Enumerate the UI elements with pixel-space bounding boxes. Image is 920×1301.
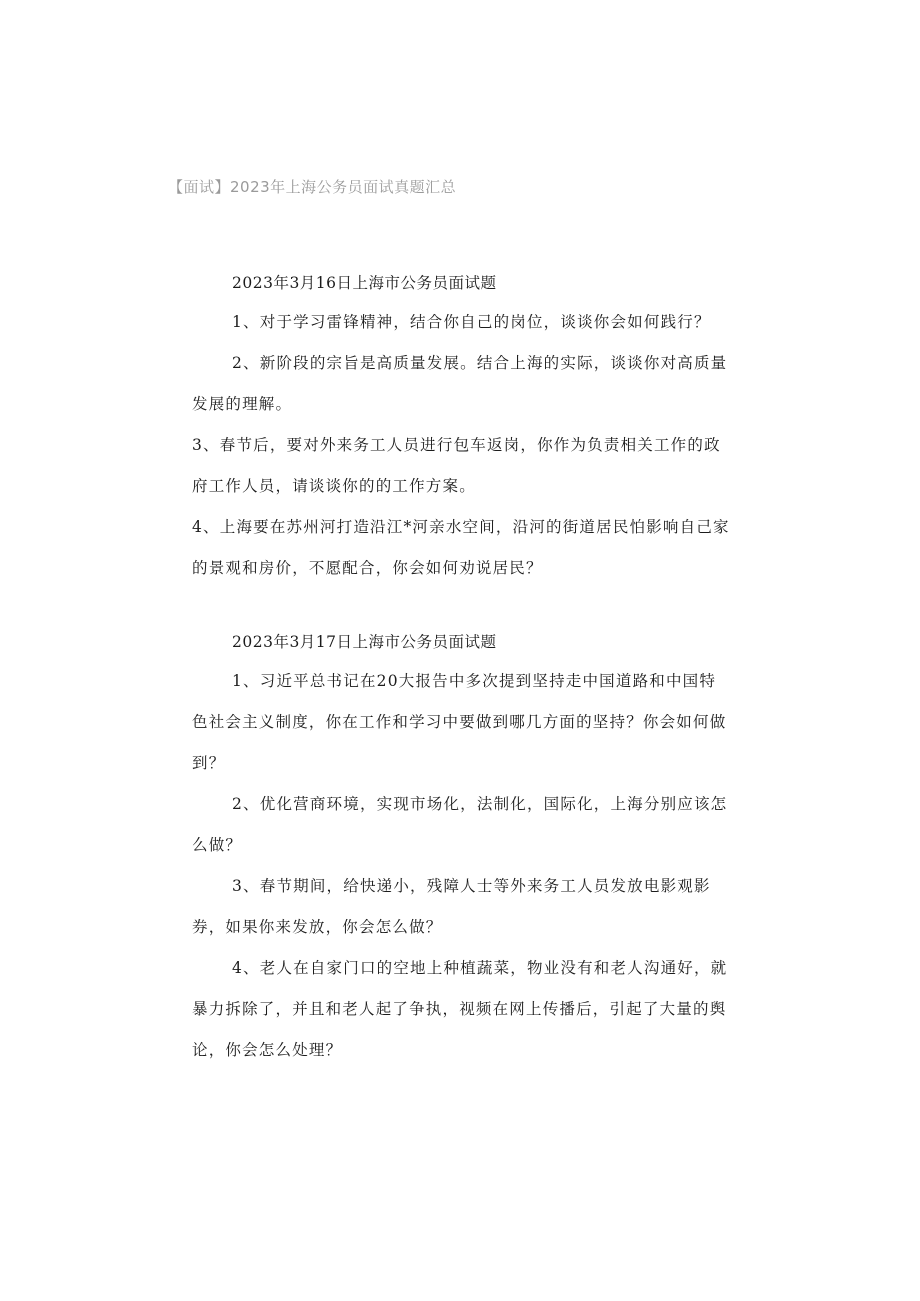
question-mar16-1: 1、对于学习雷锋精神，结合你自己的岗位，谈谈你会如何践行？ [232, 313, 711, 331]
question-mar17-4: 4、老人在自家门口的空地上种植蔬菜，物业没有和老人沟通好，就暴力拆除了，并且和老人起了争执，视频在网上传播后，引起了大量的舆论，你会怎么处理？ [192, 959, 728, 1059]
section-heading-mar16: 2023年3月16日上海市公务员面试题 [232, 274, 497, 292]
question-mar16-4: 4、上海要在苏州河打造沿江*河亲水空间，沿河的街道居民怕影响自己家的景观和房价，不愿配合，你会如何劝说居民？ [192, 518, 730, 577]
question-mar16-3: 3、春节后，要对外来务工人员进行包车返岗，你作为负责相关工作的政府工作人员，请谈谈你的的工作方案。 [192, 436, 721, 495]
question-mar17-2: 2、优化营商环境，实现市场化，法制化，国际化，上海分别应该怎么做？ [192, 795, 728, 854]
question-mar17-3: 3、春节期间，给快递小，残障人士等外来务工人员发放电影观影券，如果你来发放，你会怎么做？ [192, 877, 711, 936]
question-mar17-1: 1、习近平总书记在20大报告中多次提到坚持走中国道路和中国特色社会主义制度，你在工作和学习中要做到哪几方面的坚持？你会如何做到？ [192, 672, 727, 772]
section-heading-mar17: 2023年3月17日上海市公务员面试题 [232, 633, 497, 651]
document-header: 【面试】2023年上海公务员面试真题汇总 [168, 178, 457, 196]
question-mar16-2: 2、新阶段的宗旨是高质量发展。结合上海的实际，谈谈你对高质量发展的理解。 [192, 354, 728, 413]
